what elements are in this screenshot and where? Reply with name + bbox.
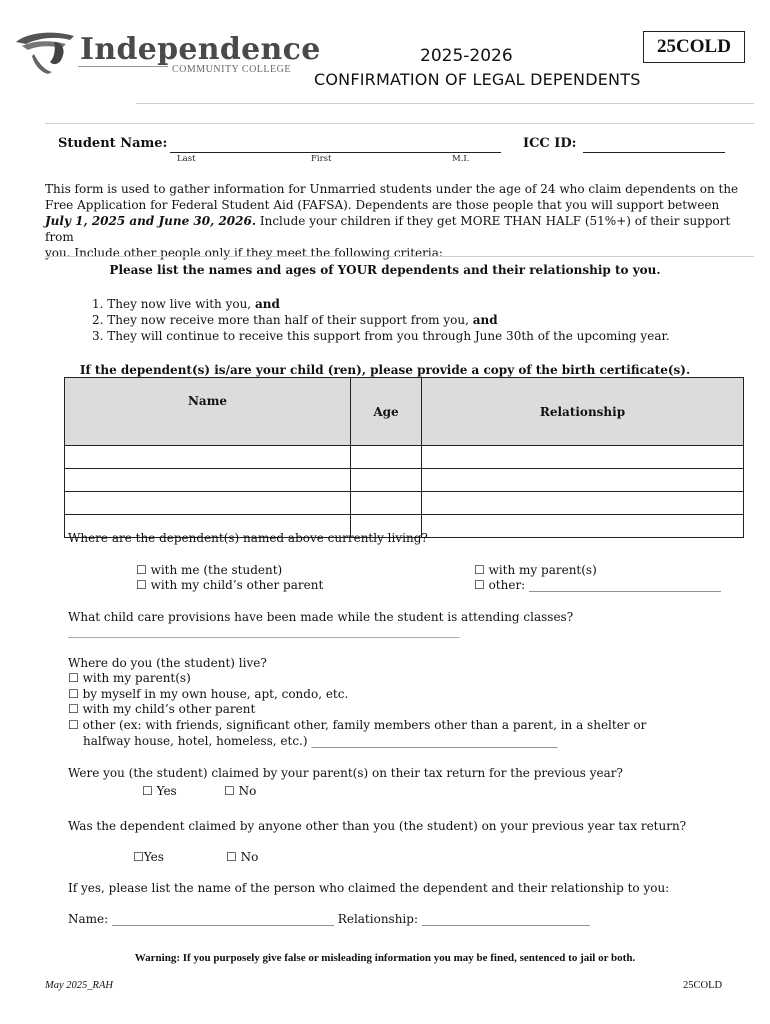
dependent-relationship-cell[interactable] bbox=[422, 515, 744, 538]
claimed-by-other-no[interactable]: ☐ No bbox=[226, 850, 259, 864]
dependents-living-question: Where are the dependent(s) named above currently living? bbox=[68, 531, 428, 545]
support-period: July 1, 2025 and June 30, 2026. bbox=[45, 214, 257, 228]
birth-certificate-note: If the dependent(s) is/are your child (ren), please provide a copy of the birth certificate(s). bbox=[79, 363, 691, 377]
dependent-name-cell[interactable] bbox=[65, 446, 351, 469]
living-option-other-parent[interactable]: ☐ with my child’s other parent bbox=[136, 578, 324, 592]
sub-label-mi: M.I. bbox=[452, 154, 470, 164]
column-header-relationship: Relationship bbox=[422, 378, 744, 446]
student-living-option-myself[interactable]: ☐ by myself in my own house, apt, condo, etc. bbox=[68, 687, 349, 701]
student-name-label: Student Name: bbox=[58, 136, 168, 151]
claimed-by-other-yes[interactable]: ☐Yes bbox=[133, 850, 164, 864]
eagle-logo-icon bbox=[14, 28, 80, 76]
section-divider bbox=[45, 123, 754, 124]
child-care-answer-line[interactable]: _______________________________________________________________________________________ bbox=[68, 628, 460, 638]
list-instruction: Please list the names and ages of YOUR dependents and their relationship to you. bbox=[109, 263, 661, 277]
sub-label-last: Last bbox=[177, 154, 196, 164]
criteria-item: 2. They now receive more than half of their support from you, and bbox=[92, 313, 498, 327]
student-living-option-other-cont[interactable]: halfway house, hotel, homeless, etc.) _________________________________________ bbox=[83, 734, 558, 748]
dependent-name-cell[interactable] bbox=[65, 492, 351, 515]
intro-line-2: Free Application for Federal Student Aid (FAFSA). Dependents are those people that you will support between bbox=[45, 198, 720, 212]
table-row bbox=[65, 446, 744, 469]
dependent-relationship-cell[interactable] bbox=[422, 446, 744, 469]
form-code-box: 25COLD bbox=[643, 31, 745, 63]
table-row bbox=[65, 492, 744, 515]
child-care-question: What child care provisions have been made while the student is attending classes? bbox=[68, 610, 574, 624]
table-row bbox=[65, 469, 744, 492]
logo-rule bbox=[78, 66, 168, 67]
column-header-age: Age bbox=[351, 378, 422, 446]
warning-text: Warning: If you purposely give false or misleading information you may be fined, sentenced to jail or both. bbox=[134, 952, 636, 964]
dependent-relationship-cell[interactable] bbox=[422, 492, 744, 515]
student-living-option-parents[interactable]: ☐ with my parent(s) bbox=[68, 671, 191, 685]
living-option-my-parents[interactable]: ☐ with my parent(s) bbox=[474, 563, 597, 577]
student-living-question: Where do you (the student) live? bbox=[68, 656, 267, 670]
claimer-name-relationship-line[interactable]: Name: _____________________________________ Relationship: ____________________________ bbox=[68, 912, 590, 926]
logo-subtext: COMMUNITY COLLEGE bbox=[172, 64, 291, 75]
dependent-relationship-cell[interactable] bbox=[422, 469, 744, 492]
intro-line-4: you. Include other people only if they meet the following criteria: bbox=[45, 246, 443, 260]
college-logo bbox=[14, 28, 321, 78]
criteria-item: 1. They now live with you, and bbox=[92, 297, 280, 311]
dependent-age-cell[interactable] bbox=[351, 469, 422, 492]
column-header-name: Name bbox=[65, 378, 351, 446]
student-living-option-other[interactable]: ☐ other (ex: with friends, significant other, family members other than a parent, in a shelter or bbox=[68, 718, 647, 732]
icc-id-field[interactable] bbox=[583, 138, 725, 153]
footer-form-code: 25COLD bbox=[683, 980, 723, 991]
intro-line-1: This form is used to gather information for Unmarried students under the age of 24 who claim dependents on the bbox=[45, 182, 739, 196]
living-option-other[interactable]: ☐ other: ________________________________ bbox=[474, 578, 722, 592]
criteria-item: 3. They will continue to receive this support from you through June 30th of the upcoming year. bbox=[92, 329, 670, 343]
footer-revision: May 2025_RAH bbox=[45, 980, 113, 991]
header-divider bbox=[136, 103, 754, 104]
dependent-age-cell[interactable] bbox=[351, 446, 422, 469]
intro-paragraph bbox=[45, 181, 745, 261]
dependents-table bbox=[64, 377, 744, 538]
table-header-row bbox=[65, 378, 744, 446]
claimed-by-parents-question: Were you (the student) claimed by your parent(s) on their tax return for the previous year? bbox=[68, 766, 623, 780]
claimed-by-other-question: Was the dependent claimed by anyone other than you (the student) on your previous year tax return? bbox=[68, 819, 687, 833]
dependent-name-cell[interactable] bbox=[65, 469, 351, 492]
student-name-field[interactable] bbox=[170, 138, 501, 153]
living-option-with-me[interactable]: ☐ with me (the student) bbox=[136, 563, 283, 577]
claimed-by-parents-yes[interactable]: ☐ Yes bbox=[142, 784, 177, 798]
intro-line-3-rest: Include your children if they get MORE THAN HALF (51%+) of their support from bbox=[45, 214, 731, 244]
claimed-by-parents-no[interactable]: ☐ No bbox=[224, 784, 257, 798]
intro-line-3 bbox=[45, 213, 745, 245]
logo-wordmark: Independence bbox=[80, 32, 321, 67]
instruction-divider bbox=[45, 256, 754, 257]
student-living-option-other-parent[interactable]: ☐ with my child’s other parent bbox=[68, 702, 256, 716]
criteria-list bbox=[92, 296, 732, 344]
dependent-age-cell[interactable] bbox=[351, 492, 422, 515]
icc-id-label: ICC ID: bbox=[523, 136, 577, 151]
form-title: CONFIRMATION OF LEGAL DEPENDENTS bbox=[314, 70, 641, 89]
sub-label-first: First bbox=[311, 154, 332, 164]
claimer-question: If yes, please list the name of the person who claimed the dependent and their relationship to you: bbox=[68, 881, 670, 895]
form-year: 2025-2026 bbox=[420, 46, 513, 66]
